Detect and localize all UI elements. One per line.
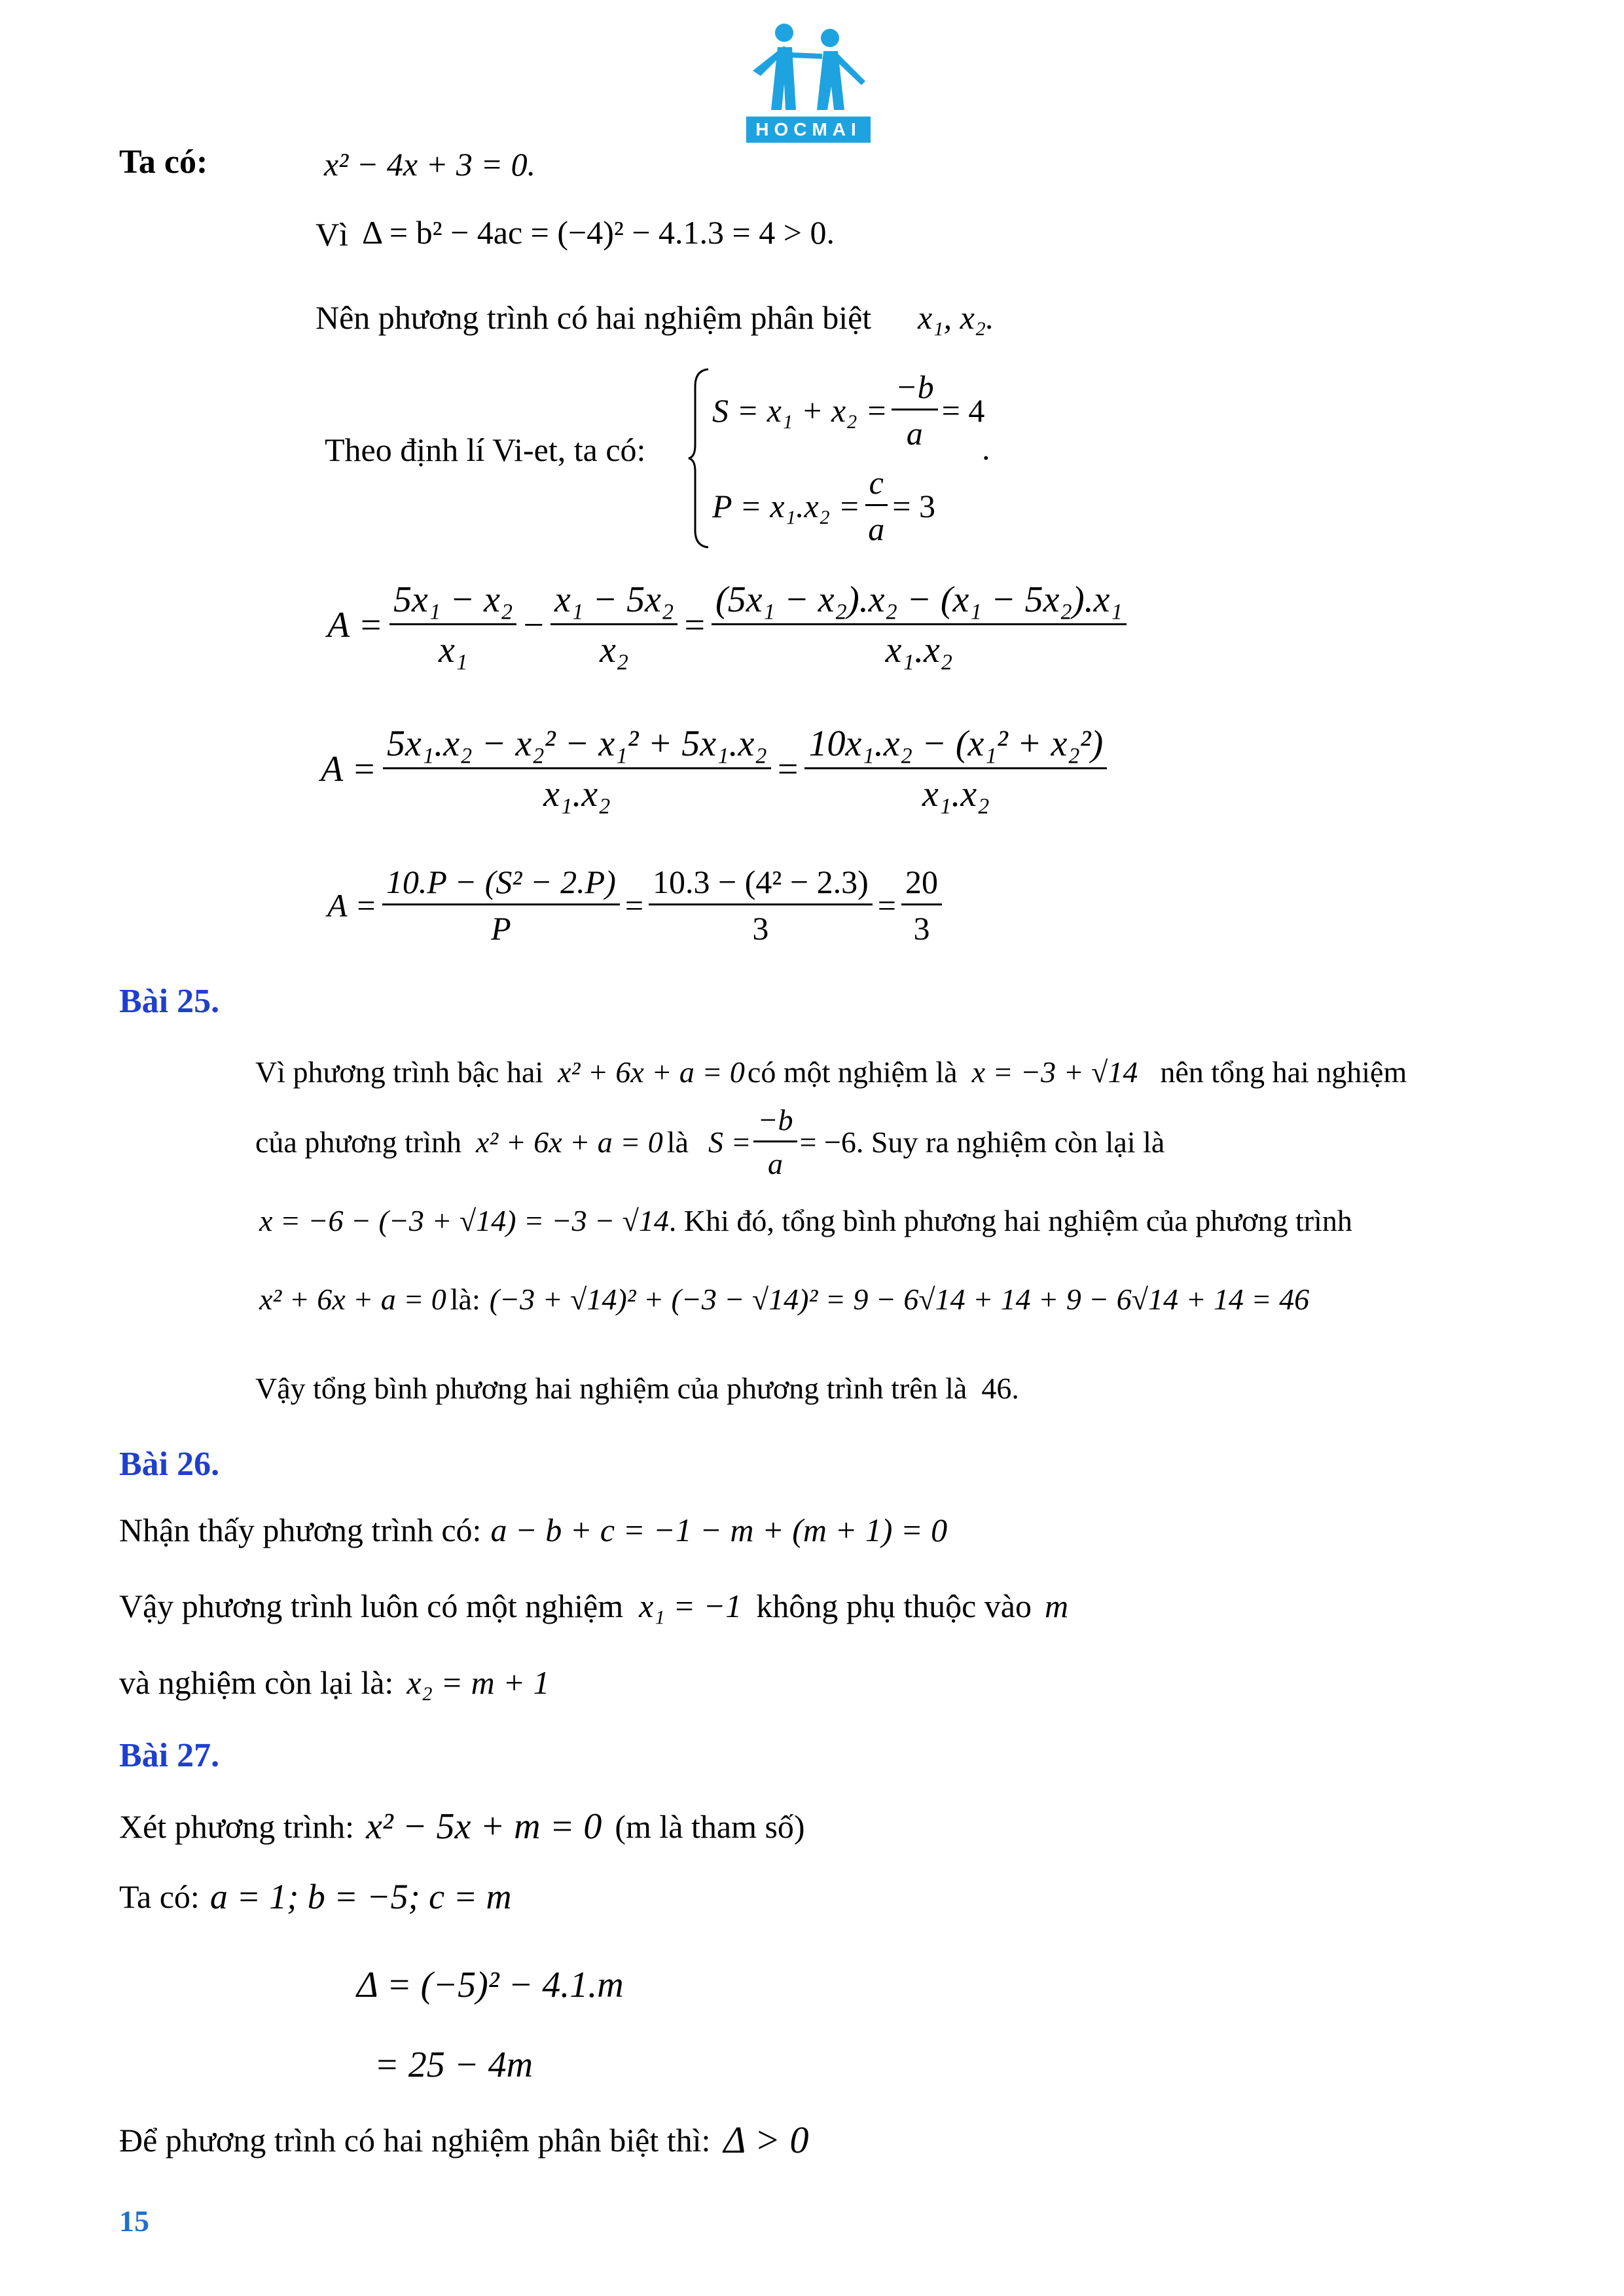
bai26-l3-expr: x₂ = m + 1 [406,1664,550,1701]
hocmai-logo-icon [746,18,871,115]
A-equation-1 [327,581,1133,668]
hocmai-logo [746,18,871,144]
system-brace [686,367,712,550]
bai27-l3: Để phương trình có hai nghiệm phân biệt thì: [119,2122,711,2159]
bai25-l2-num: −b [753,1105,797,1142]
A1-f3-den: x₁.x₂ [885,630,953,670]
two-roots-vars: x₁, x₂. [918,299,994,336]
A3-fraction-1 [382,866,620,945]
A-equation-2 [321,725,1113,812]
bai25-l5-end: . [1011,1372,1019,1405]
bai25-l5: Vậy tổng bình phương hai nghiệm của phương trình trên là [255,1372,967,1405]
A1-f2-den: x₂ [600,630,629,670]
bai27-l1-expr: x² − 5x + m = 0 [366,1806,602,1847]
A1-fraction-3 [712,581,1127,668]
bai25-l3-expr: x = −6 − (−3 + √14) = −3 − √14 [259,1204,669,1237]
bai25-l2-fraction [753,1105,797,1179]
vieta-product [712,466,935,545]
A3-f3-num: 20 [901,866,942,905]
vieta-intro: Theo định lí Vi-et, ta có: [325,431,646,468]
A1-fraction-1 [389,581,516,668]
bai25-line3 [259,1206,1352,1236]
bai25-l4-eq: x² + 6x + a = 0 [259,1283,446,1316]
bai27-l2-expr: a = 1; b = −5; c = m [209,1877,512,1916]
bai25-l2-den: a [768,1147,783,1180]
bai25-line4 [259,1285,1309,1315]
vieta-sum-num: −b [892,371,938,410]
delta-intro: Vì [316,216,348,253]
A3-fraction-2 [649,866,873,945]
bai27-l2: Ta có: [119,1878,200,1915]
bai26-l3: và nghiệm còn lại là: [119,1664,394,1701]
bai25-l1-eq: x² + 6x + a = 0 [558,1055,745,1089]
A3-f2-den: 3 [752,910,769,947]
A3-f2-num: 10.3 − (4² − 2.3) [649,866,873,905]
A1-minus: − [523,604,545,646]
bai26-l2-expr: x₁ = −1 [639,1588,742,1624]
A2-f2-num: 10x₁.x₂ − (x₁² + x₂²) [804,725,1107,769]
A3-lhs: A = [327,886,377,924]
bai27-line3 [119,2121,809,2159]
bai26-l2-b: không phụ thuộc vào [756,1588,1032,1624]
delta-expression: Δ = b² − 4ac = (−4)² − 4.1.3 = 4 > 0. [362,214,835,251]
bai24-equation: x² − 4x + 3 = 0. [324,146,536,183]
bai27-l3-expr: Δ > 0 [723,2119,809,2161]
bai25-l2-eq: x² + 6x + a = 0 [475,1125,663,1159]
A2-fraction-2 [804,725,1107,812]
A3-f1-den: P [491,910,511,947]
bai26-l1: Nhận thấy phương trình có: [119,1512,482,1548]
vieta-product-den: a [868,511,885,547]
A3-eq1: = [624,886,644,924]
bai26-l1-expr: a − b + c = −1 − m + (m + 1) = 0 [490,1512,948,1548]
bai25-line1 [255,1057,1407,1087]
bai25-l2-b: là [666,1125,689,1159]
bai27-l1-b: (m là tham số) [615,1808,805,1845]
vieta-sum-right: = 4 [941,392,985,429]
A2-f2-den: x₁.x₂ [922,774,990,814]
A3-fraction-3 [901,866,942,945]
bai25-line5 [255,1374,1019,1404]
A1-f2-num: x₁ − 5x₂ [550,581,677,625]
bai25-l1-b: có một nghiệm là [747,1055,958,1089]
bai26-l2-a: Vậy phương trình luôn có một nghiệm [119,1588,624,1624]
vieta-product-left: P = x₁.x₂ = [712,487,861,524]
A1-fraction-2 [550,581,677,668]
bai27-line2 [119,1879,512,1914]
A1-f1-num: 5x₁ − x₂ [389,581,516,625]
vieta-sum [712,371,984,450]
A1-f1-den: x₁ [439,630,468,670]
bai26-line3 [119,1666,549,1699]
A1-f3-num: (5x₁ − x₂).x₂ − (x₁ − 5x₂).x₁ [712,581,1127,625]
A3-eq2: = [877,886,896,924]
bai25-l1-c: nên tổng hai nghiệm [1160,1055,1407,1089]
vieta-product-fraction [864,466,888,545]
bai25-heading: Bài 25. [119,983,220,1020]
vieta-product-num: c [865,466,888,506]
bai25-l2-c: . Suy ra nghiệm còn lại là [856,1125,1165,1159]
bai25-l3-text: . Khi đó, tổng bình phương hai nghiệm của phương trình [668,1204,1352,1237]
hocmai-logo-text: HOCMAI [746,117,871,143]
bai27-heading: Bài 27. [119,1737,220,1774]
vieta-sum-fraction [892,371,938,450]
bai25-l4-la: là: [450,1283,480,1316]
A3-f1-num: 10.P − (S² − 2.P) [382,866,620,905]
bai27-delta-1: Δ = (−5)² − 4.1.m [357,1965,624,2005]
two-roots-text: Nên phương trình có hai nghiệm phân biệt [316,299,872,336]
bai25-l1-a: Vì phương trình bậc hai [255,1055,544,1089]
bai26-heading: Bài 26. [119,1446,220,1483]
bai27-line1 [119,1808,805,1845]
bai26-line2 [119,1590,1068,1622]
page-number: 15 [119,2204,149,2238]
bai25-l2-S-val: = −6 [799,1125,856,1159]
A2-fraction-1 [383,725,771,812]
vieta-sum-left: S = x₁ + x₂ = [712,392,888,429]
bai25-l4-expr: (−3 + √14)² + (−3 − √14)² = 9 − 6√14 + 14 + 9 − 6√14 + 14 = 46 [489,1283,1310,1316]
vieta-end: . [982,430,990,467]
bai25-l2-a: của phương trình [255,1125,461,1159]
bai25-l5-val: 46 [981,1372,1012,1405]
A2-f1-den: x₁.x₂ [543,774,611,814]
A3-f3-den: 3 [913,910,930,947]
bai25-l2-S: S = [708,1125,751,1159]
bai25-l1-root: x = −3 + √14 [971,1055,1138,1089]
A2-eq: = [777,748,799,790]
A2-lhs: A = [321,748,376,790]
A2-f1-num: 5x₁.x₂ − x₂² − x₁² + 5x₁.x₂ [383,725,771,769]
ta-co-label: Ta có: [119,143,208,181]
bai27-delta-2: = 25 − 4m [374,2045,533,2085]
bai25-line2 [255,1105,1164,1179]
bai26-line1 [119,1514,947,1546]
A-equation-3 [327,866,947,945]
A1-lhs: A = [327,604,383,646]
vieta-sum-den: a [906,415,923,452]
bai27-l1: Xét phương trình: [119,1808,355,1845]
A1-eq: = [684,604,706,646]
vieta-product-right: = 3 [892,487,935,524]
bai26-l2-m: m [1044,1588,1069,1624]
